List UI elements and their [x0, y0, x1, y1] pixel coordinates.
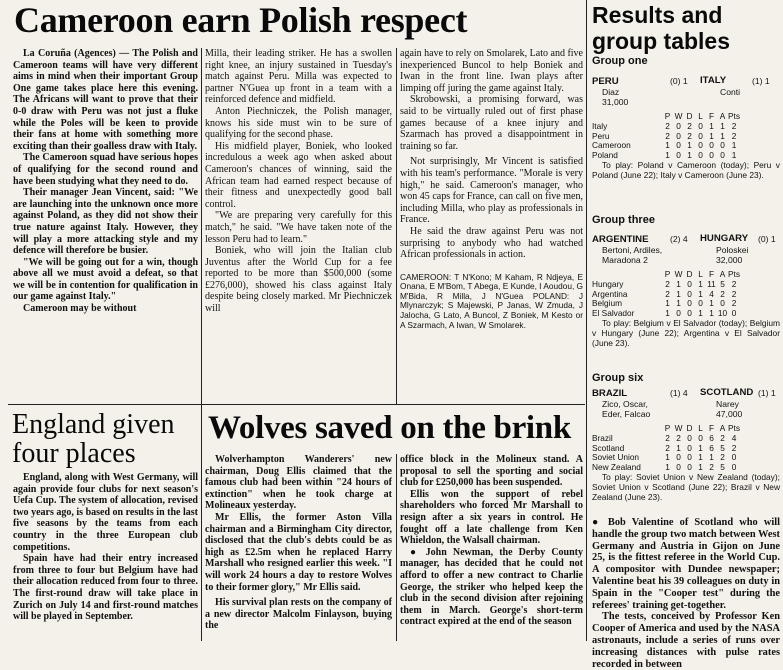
england-headline-line2: four places: [12, 438, 136, 469]
stat-cell: 5: [720, 278, 725, 289]
stat-cell: 1: [709, 298, 714, 309]
stat-cell: 1: [665, 462, 670, 473]
stat-cell: 0: [698, 130, 703, 141]
stat-cell: 1: [676, 442, 681, 453]
stat-cell: 0: [687, 462, 692, 473]
stat-cell: 0: [676, 150, 681, 161]
stat-cell: 10: [717, 308, 728, 319]
col-header: P: [664, 111, 671, 121]
col-header: A: [719, 111, 726, 121]
stat-cell: 1: [676, 288, 681, 299]
wolves-column-1: [205, 454, 392, 632]
stat-cell: 2: [709, 462, 714, 473]
wolves-col2-para: office block in the Molineux stand. A proposal to sell the sporting and social club for £250,000 has been suspended.: [400, 454, 583, 489]
valentine-story: [592, 517, 780, 670]
stat-cell: 1: [676, 278, 681, 289]
stat-cell: 2: [687, 120, 692, 131]
group-one-label: Group one: [592, 55, 648, 67]
away-team: HUNGARY: [700, 233, 749, 244]
england-para: England, along with West Germany, will again provide four clubs for next season's Uefa Cup. The system of allocation, revised two years ago, is based on results in the last five seasons by the teams from each country in the three European club competitions.: [13, 472, 198, 553]
team-cell: El Salvador: [592, 308, 635, 319]
column-rule: [396, 454, 397, 641]
stat-cell: 2: [665, 432, 670, 443]
stat-cell: 1: [676, 298, 681, 309]
col-header: L: [698, 111, 703, 121]
stat-cell: 1: [665, 140, 670, 151]
wolves-col1-para: Wolverhampton Wanderers' new chairman, Doug Ellis claimed that the famous club had been within "24 hours of extinction" when he took charge at Molineaux yesterday.: [205, 454, 392, 512]
team-lineups: CAMEROON: T N'Kono; M Kaham, R Ndjeya, E Onana, E M'Bom, T Abega, E Kunde, I Aoudou, G M'Bida, R Milla, J N'Guea POLAND: J Mlynarczyk; S Majewski, P Janas, W Zmuda, J Jalocha, G Lato, A Buncol, Z Boniek, M Kesto or A Szarmach, A Iwan, W Smolarek.: [400, 271, 584, 330]
team-cell: Soviet Union: [592, 452, 640, 463]
col-header: F: [708, 423, 715, 433]
stat-cell: 1: [709, 308, 714, 319]
stat-cell: 0: [676, 308, 681, 319]
away-team: ITALY: [700, 75, 727, 86]
team-cell: Brazil: [592, 432, 613, 443]
stat-cell: 2: [731, 442, 737, 453]
group-one-table: [592, 112, 780, 181]
team-cell: Cameroon: [592, 140, 631, 151]
away-scorers: Conti: [720, 87, 741, 97]
attendance: 47,000: [716, 409, 743, 419]
away-team: SCOTLAND: [700, 387, 754, 398]
stat-cell: 4: [709, 288, 714, 299]
cameroon-col2-para: His midfield player, Boniek, who looked incredulous a week ago when asked about Cameroon's chances of winning, said the African team had earned respect because of their fitness and unexpectedly good ball control.: [205, 140, 392, 210]
col-header: A: [719, 269, 726, 279]
team-cell: Belgium: [592, 298, 622, 309]
away-scorers: Narey: [716, 399, 739, 409]
results-headline-line1: Results and: [592, 2, 723, 28]
stat-cell: 2: [731, 298, 737, 309]
stat-cell: 1: [709, 130, 714, 141]
stat-cell: 0: [676, 452, 681, 463]
stat-cell: 2: [731, 120, 737, 131]
stat-cell: 0: [687, 432, 692, 443]
stat-cell: 1: [709, 452, 714, 463]
stat-cell: 2: [720, 432, 725, 443]
stat-cell: 0: [731, 462, 737, 473]
group-six-match: [592, 388, 780, 419]
attendance: 31,000: [602, 97, 629, 107]
cameroon-col2-para: "We are preparing very carefully for this match," he said. "We have taken note of the lesson Peru had to learn.": [205, 210, 392, 245]
team-cell: Italy: [592, 120, 608, 131]
col-header: D: [686, 269, 693, 279]
col-header: Pts: [728, 111, 740, 121]
wolves-col2-para: Ellis won the support of rebel shareholders who forced Mr Marshall to resign after a six years in control. He fought off a late challenge from Ken Whieldon, the Walsall chairman.: [400, 488, 583, 547]
stat-cell: 1: [665, 150, 670, 161]
cameroon-col3-para: again have to rely on Smolarek, Lato and five inexperienced Buncol to help Boniek and Iwan in the front line. Iwan plays after limping off juring the game against Italy.: [400, 48, 583, 94]
stat-cell: 0: [720, 298, 725, 309]
home-team: ARGENTINE: [592, 234, 649, 245]
stat-cell: 0: [709, 140, 714, 151]
england-body: [13, 472, 198, 623]
home-scorers: Diaz: [602, 87, 620, 97]
stat-cell: 2: [687, 130, 692, 141]
section-rule: [8, 404, 201, 405]
stat-cell: 2: [665, 288, 670, 299]
stat-cell: 6: [709, 442, 714, 453]
cameroon-col2-para: Anton Piechniczek, the Polish manager, knows his side must win to be sure of qualifying for the second phase.: [205, 105, 392, 141]
col-header: W: [674, 423, 683, 433]
stat-cell: 11: [707, 278, 716, 289]
group-six-label: Group six: [592, 372, 644, 384]
home-team: BRAZIL: [592, 388, 628, 399]
home-score: (2) 4: [670, 234, 688, 244]
stat-cell: 2: [720, 288, 725, 299]
column-rule: [396, 48, 397, 404]
wolves-col1-para: Mr Ellis, the former Aston Villa chairman and a Birmingham City director, disclosed that the club's debts could be as high as £2.5m when he replaced Harry Marshall who resigned earlier this week. "I will work 24 hours a day to restore Wolves to their former glory," Mr Ellis said.: [205, 511, 392, 593]
attendance: 32,000: [716, 255, 743, 265]
wolves-col1-para: His survival plan rests on the company of a new director Malcolm Finlayson, buying the: [205, 597, 392, 632]
wolves-headline: Wolves saved on the brink: [208, 410, 571, 446]
stat-cell: 6: [709, 432, 714, 443]
stat-cell: 1: [665, 298, 670, 309]
stat-cell: 0: [676, 130, 681, 141]
stat-cell: 2: [731, 278, 737, 289]
stat-cell: 1: [698, 442, 703, 453]
stat-cell: 2: [665, 442, 670, 453]
col-header: P: [664, 269, 671, 279]
wolves-col2-para: ● John Newman, the Derby County manager, has decided that he could not afford to offer a new contract to Charlie George, the striker who helped keep the club in the second division after rejoining them in March. George's short-term contract expired at the end of the season: [400, 546, 583, 628]
column-rule: [201, 404, 202, 641]
col-header: L: [698, 269, 703, 279]
stat-cell: 0: [698, 120, 703, 131]
stat-cell: 2: [731, 288, 737, 299]
column-rule: [201, 48, 202, 404]
team-cell: Argentina: [592, 288, 628, 299]
team-cell: Hungary: [592, 278, 624, 289]
away-score: (1) 1: [752, 76, 770, 86]
away-score: (0) 1: [758, 234, 776, 244]
cameroon-headline: Cameroon earn Polish respect: [14, 0, 468, 40]
cameroon-col1-para: Cameroon may be without: [23, 303, 137, 315]
col-header: A: [719, 423, 726, 433]
group-six-table: [592, 424, 780, 502]
home-score: (0) 1: [670, 76, 688, 86]
col-header: F: [708, 111, 715, 121]
group-one-match: [592, 76, 780, 107]
stat-cell: 0: [720, 140, 725, 151]
home-score: (1) 4: [670, 388, 688, 398]
stat-cell: 1: [720, 130, 725, 141]
results-headline-line2: group tables: [592, 28, 731, 54]
cameroon-col1-para: Their manager Jean Vincent, said: "We are launching into the unknown once more against Poland, as they did not show their true nature against Italy. However, they will play a more attacking style and my defence will therefore be busier.: [13, 187, 198, 257]
stat-cell: 0: [698, 140, 703, 151]
stat-cell: 1: [698, 452, 703, 463]
stat-cell: 1: [720, 120, 725, 131]
stat-cell: 5: [720, 462, 725, 473]
stat-cell: 0: [698, 150, 703, 161]
valentine-para: The tests, conceived by Professor Ken Cooper of America and used by the NASA astronauts, include a series of runs over increasing distances with pulse rates recorded in between: [592, 611, 780, 670]
cameroon-col3-para: Not surprisingly, Mr Vincent is satisfied with his team's performance. "Morale is very high," he said. Cameroon's manager, who won 45 caps for France, can call on five men, including Milla, who play as professionals in France.: [400, 156, 583, 226]
stat-cell: 1: [698, 288, 703, 299]
stat-cell: 5: [720, 442, 725, 453]
stat-cell: 2: [665, 130, 670, 141]
team-cell: Peru: [592, 130, 610, 141]
col-header: W: [674, 111, 683, 121]
england-headline-line1: England given: [12, 409, 175, 440]
home-team: PERU: [592, 76, 619, 87]
group-three-fixtures: To play: Belgium v El Salvador (today); Belgium v Hungary (June 22); Argentina v El Salvador (June 23).: [592, 317, 780, 348]
col-header: D: [686, 423, 693, 433]
stat-cell: 0: [687, 442, 692, 453]
stat-cell: 1: [698, 278, 703, 289]
cameroon-column-2: [205, 48, 392, 315]
stat-cell: 2: [676, 432, 681, 443]
stat-cell: 0: [731, 452, 737, 463]
stat-cell: 1: [687, 150, 692, 161]
stat-cell: 0: [720, 150, 725, 161]
away-score: (1) 1: [758, 388, 776, 398]
wolves-column-2: [400, 454, 583, 628]
cameroon-col1-para: La Coruña (Agences) — The Polish and Cameroon teams will have very different aims in mind when their important Group One game takes place here this evening. The Africans will want to prove that their 0-0 draw with Peru was not just a fluke while the Poles will be keen to provide their fans at home with something more exciting than their goalless draw with Italy.: [13, 48, 198, 152]
team-cell: New Zealand: [592, 462, 641, 473]
column-rule: [586, 0, 587, 641]
cameroon-col3-para: He said the draw against Peru was not surprising to anybody who had watched African professionals in action.: [400, 225, 583, 261]
stat-cell: 0: [731, 308, 737, 319]
col-header: P: [664, 423, 671, 433]
stat-cell: 1: [709, 120, 714, 131]
stat-cell: 0: [676, 140, 681, 151]
stat-cell: 0: [687, 452, 692, 463]
stat-cell: 0: [687, 298, 692, 309]
col-header: D: [686, 111, 693, 121]
stat-cell: 0: [676, 120, 681, 131]
cameroon-col1-para: "We will be going out for a win, though above all we must avoid a defeat, so that we will be in contention for qualification in our game against Italy.": [13, 256, 198, 303]
england-para: Spain have had their entry increased from three to four but Belgium have had their allocation reduced from four to three. The first-round draw will take place in Zurich on July 14 and first-round matches will be played in September.: [13, 553, 198, 623]
home-scorers-2: Maradona 2: [602, 255, 648, 265]
group-three-table: [592, 270, 780, 348]
col-header: L: [698, 423, 703, 433]
away-scorers: Poloskei: [716, 245, 749, 255]
home-scorers-2: Eder, Falcao: [602, 409, 651, 419]
stat-cell: 2: [720, 452, 725, 463]
stat-cell: 1: [665, 452, 670, 463]
cameroon-col2-para: Milla, their leading striker. He has a swollen right knee, an injury sustained in Tuesday's match against Peru. Milla was expected to partner N'Guea up front in a team with a reinforced defence and midfield.: [205, 48, 392, 106]
cameroon-column-3: [400, 48, 583, 330]
cameroon-col1-para: The Cameroon squad have serious hopes of qualifying for the second round and have been studying what they need to do.: [13, 152, 198, 187]
stat-cell: 0: [687, 288, 692, 299]
col-header: W: [674, 269, 683, 279]
group-three-label: Group three: [592, 214, 655, 226]
team-cell: Scotland: [592, 442, 625, 453]
stat-cell: 0: [709, 150, 714, 161]
stat-cell: 1: [687, 140, 692, 151]
stat-cell: 0: [687, 308, 692, 319]
england-headline: [12, 410, 175, 468]
group-three-match: [592, 234, 780, 265]
stat-cell: 2: [665, 120, 670, 131]
stat-cell: 0: [676, 462, 681, 473]
stat-cell: 0: [698, 432, 703, 443]
stat-cell: 4: [731, 432, 737, 443]
group-one-fixtures: To play: Poland v Cameroon (today); Peru v Poland (June 22); Italy v Cameroon (June 23).: [592, 159, 780, 180]
cameroon-col2-para: Boniek, who will join the Italian club Juventus after the World Cup for a fee reported to be more than $500,000 (some £276,000), showed his class against Italy despite being closely marked. Mr Piechniczek will: [205, 245, 392, 315]
home-scorers: Bertoni, Ardiles,: [602, 245, 663, 255]
stat-cell: 0: [687, 278, 692, 289]
group-six-fixtures: To play: Soviet Union v New Zealand (today); Soviet Union v Scotland (June 22); Brazil v New Zealand (June 23).: [592, 471, 780, 502]
stat-cell: 2: [665, 278, 670, 289]
valentine-para: ● Bob Valentine of Scotland who will handle the group two match between West Germany and Austria in Gijon on June 25, is the fittest referee in the World Cup. A compositor with Dundee newspaper; Valentine beat his 39 colleagues on duty in Spain in the "Cooper test" during the referees' training get-together.: [592, 517, 780, 611]
col-header: F: [708, 269, 715, 279]
stat-cell: 0: [698, 298, 703, 309]
home-scorers: Zico, Oscar,: [602, 399, 648, 409]
stat-cell: 1: [731, 140, 737, 151]
stat-cell: 2: [731, 130, 737, 141]
col-header: Pts: [728, 269, 740, 279]
section-rule: [201, 404, 585, 405]
team-cell: Poland: [592, 150, 618, 161]
stat-cell: 1: [698, 462, 703, 473]
stat-cell: 1: [698, 308, 703, 319]
stat-cell: 1: [731, 150, 737, 161]
stat-cell: 1: [665, 308, 670, 319]
cameroon-column-1: [13, 48, 198, 315]
col-header: Pts: [728, 423, 740, 433]
cameroon-col3-para: Skrobowski, a promising forward, was said to be virtually ruled out of first phase games because of a knee injury and Szarmach has proved a disappointment in training so far.: [400, 94, 583, 152]
results-headline: [592, 2, 730, 54]
